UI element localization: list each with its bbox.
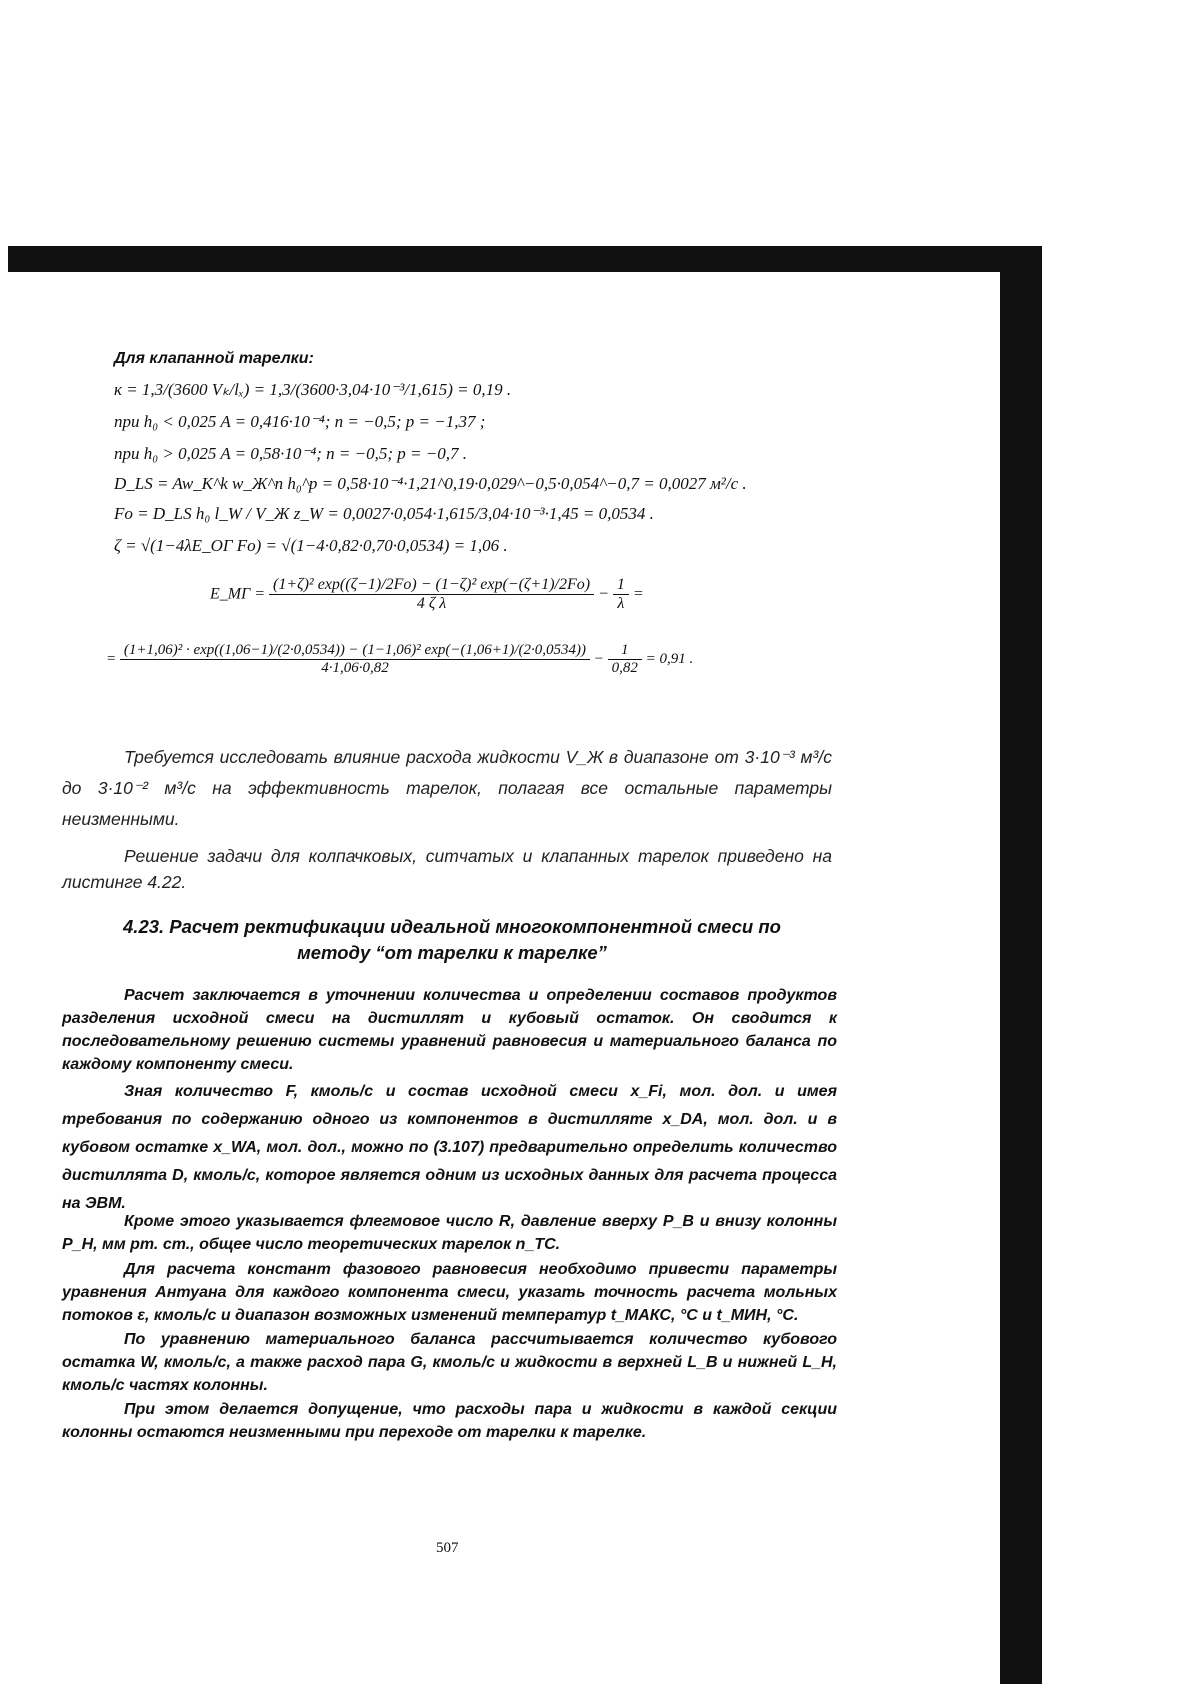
paragraph-assumption: При этом делается допущение, что расходы пара и жидкости в каждой секции колонны остаются неизменными при переходе от тарелки к тарелке. bbox=[62, 1401, 837, 1441]
emg-num-fraction bbox=[120, 642, 590, 677]
emg-num-tail-numerator: 1 bbox=[608, 642, 642, 660]
page-number: 507 bbox=[436, 1540, 459, 1556]
paragraph-balance: По уравнению материального баланса рассчитывается количество кубового остатка W, кмоль/с, а также расход пара G, кмоль/с и жидкости в верхней L_В и нижней L_Н, кмоль/с частях колонны. bbox=[62, 1331, 837, 1394]
paragraph-reflux: Кроме этого указывается флегмовое число R, давление вверху P_В и внизу колонны P_Н, мм рт. ст., общее число теоретических тарелок n_ТС. bbox=[62, 1213, 837, 1253]
emg-lhs: E_МГ = bbox=[210, 585, 265, 603]
emg-num-lead: = bbox=[106, 651, 117, 667]
paragraph-listing: Решение задачи для колпачковых, ситчатых и клапанных тарелок приведено на листинге 4.22. bbox=[62, 846, 832, 892]
paragraph-distillate: Зная количество F, кмоль/с и состав исходной смеси x_Fi, мол. дол. и имея требования по содержанию одного из компонентов в дистилляте x_DA, мол. дол. и в кубовом остатке x_WA, мол. дол., можно по (3.107) предварительно определить количество дистиллята D, кмоль/с, которое является одним из исходных данных для расчета процесса на ЭВМ. bbox=[62, 1083, 837, 1212]
section-title-line-1: 4.23. Расчет ректификации идеальной многокомпонентной смеси по bbox=[123, 916, 781, 937]
scan-edge-right bbox=[1000, 246, 1042, 1684]
emg-tail-numerator: 1 bbox=[613, 576, 629, 595]
emg-num-numerator: (1+1,06)² · exp((1,06−1)/(2·0,0534)) − (1−1,06)² exp(−(1,06+1)/(2·0,0534)) bbox=[120, 642, 590, 660]
section-title-line-2: методу “от тарелки к тарелке” bbox=[297, 942, 607, 963]
equation-dls: D_LS = Aw_K^k w_Ж^n h₀^p = 0,58·10⁻⁴·1,21^0,19·0,029^−0,5·0,054^−0,7 = 0,0027 м²/с . bbox=[114, 474, 747, 493]
emg-num-tail-denominator: 0,82 bbox=[611, 660, 638, 676]
equation-h0-high: при h₀ > 0,025 A = 0,58·10⁻⁴; n = −0,5; p = −0,7 . bbox=[114, 444, 467, 463]
emg-numerator: (1+ζ)² exp((ζ−1)/2Fo) − (1−ζ)² exp(−(ζ+1)/2Fo) bbox=[269, 576, 594, 595]
valve-tray-heading: Для клапанной тарелки: bbox=[114, 350, 314, 367]
emg-num-result: = 0,91 . bbox=[645, 651, 694, 667]
emg-tail-fraction bbox=[613, 576, 629, 613]
emg-fraction bbox=[269, 576, 594, 613]
emg-num-tail-fraction bbox=[608, 642, 642, 677]
emg-tail-denominator: λ bbox=[617, 595, 625, 612]
paragraph-calc-intro: Расчет заключается в уточнении количества и определении составов продуктов разделения исходной смеси на дистиллят и кубовый остаток. Он сводится к последовательному решению системы уравнений равновесия и материального баланса по каждому компоненту смеси. bbox=[62, 987, 837, 1073]
equation-zeta: ζ = √(1−4λE_ОГ Fo) = √(1−4·0,82·0,70·0,0534) = 1,06 . bbox=[114, 536, 508, 555]
emg-numeric-formula: = (1+1,06)² · exp((1,06−1)/(2·0,0534)) − (1−1,06)² exp(−(1,06+1)/(2·0,0534)) 4·1,06·0,82 − $\frac{1}{0,82}$ = 0,91 . bbox=[106, 642, 694, 676]
emg-denominator: 4 ζ λ bbox=[416, 595, 447, 612]
equation-h0-low: при h₀ < 0,025 A = 0,416·10⁻⁴; n = −0,5; p = −1,37 ; bbox=[114, 412, 486, 431]
equation-fo: Fo = D_LS h₀ l_W / V_Ж z_W = 0,0027·0,054·1,615/3,04·10⁻³·1,45 = 0,0534 . bbox=[114, 504, 654, 523]
paragraph-liquid-flow: Требуется исследовать влияние расхода жидкости V_Ж в диапазоне от 3·10⁻³ м³/с до 3·10⁻² м³/с на эффективность тарелок, полагая все остальные параметры неизменными. bbox=[62, 747, 832, 829]
emg-equals: = bbox=[632, 585, 644, 603]
scan-edge-top bbox=[8, 246, 1020, 272]
equation-k: к = 1,3/(3600 Vₖ/lₓ) = 1,3/(3600·3,04·10⁻³/1,615) = 0,19 . bbox=[114, 380, 512, 399]
emg-num-denominator: 4·1,06·0,82 bbox=[321, 660, 389, 676]
emg-formula: E_МГ = $\frac{\text{(1+ζ)² exp((ζ−1)/2Fo) − (1−ζ)² exp(−(ζ+1)/2Fo)}}{\text{4 ζ λ}}$ − $\frac{1}{\lambda}$ = bbox=[210, 576, 644, 612]
paragraph-antoine: Для расчета констант фазового равновесия необходимо привести параметры уравнения Антуана для каждого компонента смеси, указать точность расчета мольных потоков ε, кмоль/с и диапазон возможных изменений температур t_МАКС, °С и t_МИН, °С. bbox=[62, 1261, 837, 1324]
